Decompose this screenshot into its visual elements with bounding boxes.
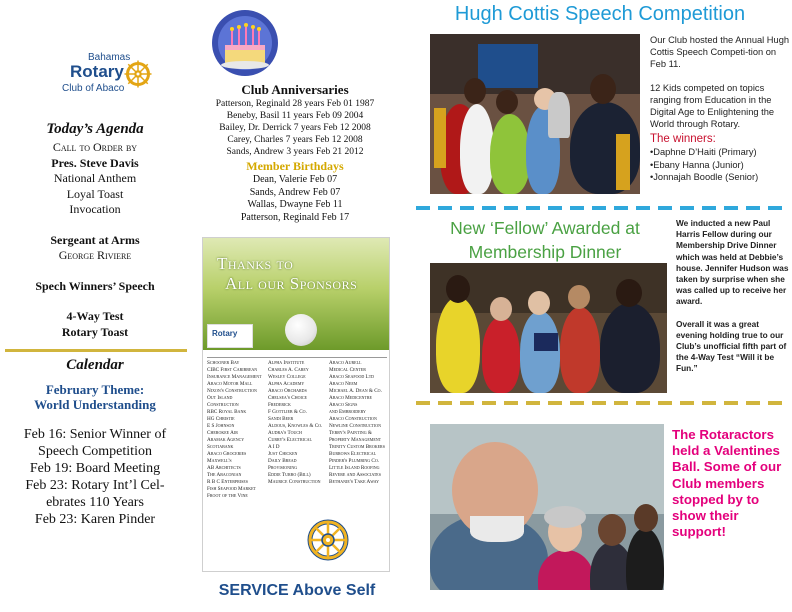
- sponsor-item: Alpha Academy: [268, 381, 305, 387]
- club-anniversaries: [200, 82, 390, 224]
- anniversaries-title: Club Anniversaries: [241, 82, 349, 97]
- agenda-line: Spech Winners’ Speech: [35, 278, 155, 293]
- service-above-self-motto: SERVICE Above Self: [218, 582, 376, 599]
- sponsor-item: Daily Bread: [268, 458, 297, 464]
- fellow-award-photo: [430, 263, 667, 393]
- rotary-wheel-icon: [306, 518, 350, 562]
- sponsor-item: Alpha Institute: [268, 360, 305, 366]
- birthday-row: Patterson, Reginald Feb 17: [240, 211, 350, 223]
- sponsor-item: Abaco Neem: [329, 381, 358, 387]
- sponsor-item: E S Johnson: [207, 423, 235, 429]
- sponsor-item: Fish Seafood Market: [207, 486, 256, 492]
- fellow-paragraph: Overall it was a great evening holding true to our Club’s unofficial fifth part of the 4-Way Test “Will it be Fun.”: [676, 318, 787, 374]
- calendar-item: Speech Competition: [38, 444, 152, 459]
- calendar-items: [0, 426, 190, 528]
- birthday-row: Wallas, Dwayne Feb 11: [247, 199, 343, 210]
- agenda-line: National Anthem: [53, 171, 137, 185]
- sponsor-item: RBC Royal Bank: [207, 409, 247, 415]
- logo-line-club: Club of Abaco: [62, 83, 125, 94]
- agenda-section: [0, 121, 190, 340]
- winner-item: •Jonnajah Boodle (Senior): [650, 172, 759, 182]
- sponsor-item: Pinder's Plumbing Co.: [329, 458, 380, 464]
- blue-dashed-divider: [416, 206, 788, 210]
- sponsor-item: Abaco Signs: [329, 402, 358, 408]
- sponsor-item: The Abaconian: [207, 472, 242, 478]
- sponsor-item: Out Island: [207, 395, 233, 401]
- sponsors-heading-line1: Thanks to: [217, 254, 294, 273]
- sponsor-item: Scotiabank: [207, 444, 234, 450]
- agenda-line: Pres. Steve Davis: [51, 155, 139, 170]
- left-column: [0, 0, 190, 612]
- sponsor-item: Chelsea's Choice: [268, 395, 307, 401]
- sponsor-item: Just Chicken: [268, 451, 298, 457]
- sponsor-item: F Gottlieb & Co.: [268, 409, 307, 415]
- logo-line-bahamas: Bahamas: [88, 52, 131, 63]
- sponsor-item: Abaco Orchards: [268, 388, 307, 394]
- sponsor-separator: [207, 357, 387, 358]
- gold-divider: [5, 349, 187, 352]
- sponsor-item: Charles A. Carey: [268, 367, 309, 373]
- sponsor-item: A I D: [268, 444, 280, 450]
- sponsor-item: and Embroidery: [329, 409, 366, 415]
- rotary-mini-logo: [207, 324, 253, 348]
- sponsor-item: Curry's Electrical: [268, 437, 312, 443]
- fellow-title-line2: Membership Dinner: [468, 242, 622, 262]
- birthdays-title: Member Birthdays: [246, 159, 344, 173]
- sponsor-column-1: [207, 360, 265, 566]
- sponsor-item: Revere and Associates: [329, 472, 381, 478]
- fellow-paragraph: We inducted a new Paul Harris Fellow during our Membership Drive Dinner which was held at Debbie’s house. Jennifer Hudson was taken by surprise when she was called up to receive her award.: [676, 218, 789, 307]
- sponsor-item: Maurice Construction: [268, 479, 321, 485]
- sponsors-heading: [217, 254, 357, 294]
- calendar-item: Feb 23: Rotary Int’l Cel-: [25, 478, 165, 493]
- rotary-mini-logo-text: Rotary: [212, 329, 238, 338]
- hugh-paragraph: Our Club hosted the Annual Hugh Cottis Speech Competi-tion on Feb 11.: [650, 35, 790, 69]
- winners-title: The winners:: [650, 133, 716, 145]
- sponsor-item: Wesley College: [268, 374, 306, 380]
- anniversary-row: Beneby, Basil 11 years Feb 09 2004: [226, 111, 364, 121]
- sponsor-item: Insurance Management: [207, 374, 262, 380]
- golf-ball-image: [285, 314, 317, 346]
- sponsor-item: Audra's Touch: [268, 430, 302, 436]
- calendar-title: Calendar: [66, 357, 124, 373]
- rotaract-valentines-text: The Rotaractors held a Valentines Ball. Some of our Club members stopped by to show their support!: [672, 427, 782, 540]
- calendar-theme-label: February Theme:: [45, 382, 145, 397]
- sponsor-item: Property Management: [329, 437, 382, 443]
- agenda-line: Call to Order by: [52, 140, 138, 154]
- sponsor-item: AB Architects: [207, 465, 241, 471]
- agenda-line: Invocation: [69, 202, 121, 216]
- sponsor-item: Abaco Medicentre: [329, 395, 372, 401]
- birthday-cake-icon: [205, 5, 283, 77]
- sponsor-item: Abaco Seafood Ltd: [329, 374, 375, 380]
- sponsor-item: Froot of the Vine: [207, 493, 248, 499]
- sponsor-item: Frederick: [268, 402, 291, 408]
- sponsor-item: Aldous, Knowles & Co.: [268, 423, 323, 429]
- sponsor-item: Trinity Custom Brokers: [329, 444, 385, 450]
- sponsor-item: Abaco Aurell: [329, 360, 362, 366]
- valentines-ball-photo: [430, 424, 664, 590]
- rotary-wheel-icon: [123, 59, 153, 89]
- calendar-theme-value: World Understanding: [34, 397, 156, 412]
- calendar-item: Feb 19: Board Meeting: [29, 461, 161, 476]
- sponsor-item: Medical Center: [329, 367, 366, 373]
- sponsor-item: Terry's Painting &: [329, 430, 372, 436]
- calendar-item: ebrates 110 Years: [46, 495, 144, 510]
- agenda-line: Loyal Toast: [66, 186, 124, 201]
- anniversary-row: Patterson, Reginald 28 years Feb 01 1987: [215, 99, 375, 109]
- birthday-row: Dean, Valerie Feb 07: [252, 174, 338, 185]
- sponsor-item: Bethanie's Take Away: [329, 479, 380, 485]
- sponsor-item: Michael A. Dean & Co.: [329, 388, 382, 394]
- sponsor-item: Newline Construction: [329, 423, 382, 429]
- sponsor-list: [207, 360, 387, 566]
- anniversary-row: Carey, Charles 7 years Feb 12 2008: [227, 135, 363, 145]
- sponsor-item: Eddie Turbo (Bill): [268, 472, 311, 478]
- sponsor-item: Abaco Motor Mall: [207, 381, 253, 387]
- agenda-line: 4-Way Test: [66, 309, 124, 323]
- speech-competition-photo: [430, 34, 640, 194]
- logo-line-rotary: Rotary: [70, 62, 124, 81]
- calendar-item: Feb 16: Senior Winner of: [23, 427, 167, 442]
- calendar-section: [0, 357, 190, 528]
- sponsor-item: Construction: [207, 402, 239, 408]
- agenda-line: George Riviere: [58, 248, 132, 262]
- anniversary-row: Sands, Andrew 3 years Feb 21 2012: [226, 147, 364, 157]
- hugh-paragraph: 12 Kids competed on topics ranging from Education in the Digital Age to Enlightening the World through Rotary.: [650, 83, 775, 129]
- rotary-club-logo: [40, 50, 160, 100]
- winner-item: •Daphne D’Haiti (Primary): [650, 147, 757, 157]
- calendar-item: Feb 23: Karen Pinder: [34, 512, 156, 527]
- sponsor-item: Nixon's Construction: [207, 388, 257, 394]
- sponsor-item: Cherokee Air: [207, 430, 238, 436]
- sponsors-poster: [202, 237, 390, 572]
- sponsor-item: Provisioning: [268, 465, 298, 471]
- winner-item: •Ebany Hanna (Junior): [650, 159, 744, 170]
- sponsor-item: HG Christie: [207, 416, 235, 422]
- gold-dashed-divider: [416, 401, 788, 405]
- sponsor-item: Aramak Agency: [207, 437, 245, 443]
- hugh-cottis-title: Hugh Cottis Speech Competition: [454, 3, 746, 25]
- sponsor-item: Burrows Electrical: [329, 451, 377, 457]
- agenda-line: Sergeant at Arms: [50, 232, 140, 247]
- sponsor-item: Schooner Bay: [207, 360, 240, 366]
- birthday-row: Sands, Andrew Feb 07: [249, 186, 341, 198]
- agenda-title: Today’s Agenda: [46, 121, 144, 137]
- hugh-cottis-article: [650, 34, 790, 184]
- sponsor-item: Little Island Roofing: [329, 465, 380, 471]
- sponsor-item: Abaco Groceries: [207, 451, 247, 457]
- sponsors-heading-line2: All our Sponsors: [225, 274, 358, 293]
- anniversary-row: Bailey, Dr. Derrick 7 years Feb 12 2008: [219, 123, 371, 133]
- agenda-line: Rotary Toast: [61, 324, 129, 339]
- sponsor-item: R B C Enterprises: [207, 479, 248, 485]
- fellow-title: [425, 216, 665, 264]
- sponsor-item: CIBC First Caribbean: [207, 367, 258, 373]
- sponsor-item: Abaco Construction: [329, 416, 377, 422]
- sponsor-item: Maxwell's: [207, 458, 232, 464]
- sponsor-item: Sandi Beer: [268, 416, 294, 422]
- fellow-title-line1: New ‘Fellow’ Awarded at: [450, 218, 640, 238]
- fellow-article: [676, 218, 790, 386]
